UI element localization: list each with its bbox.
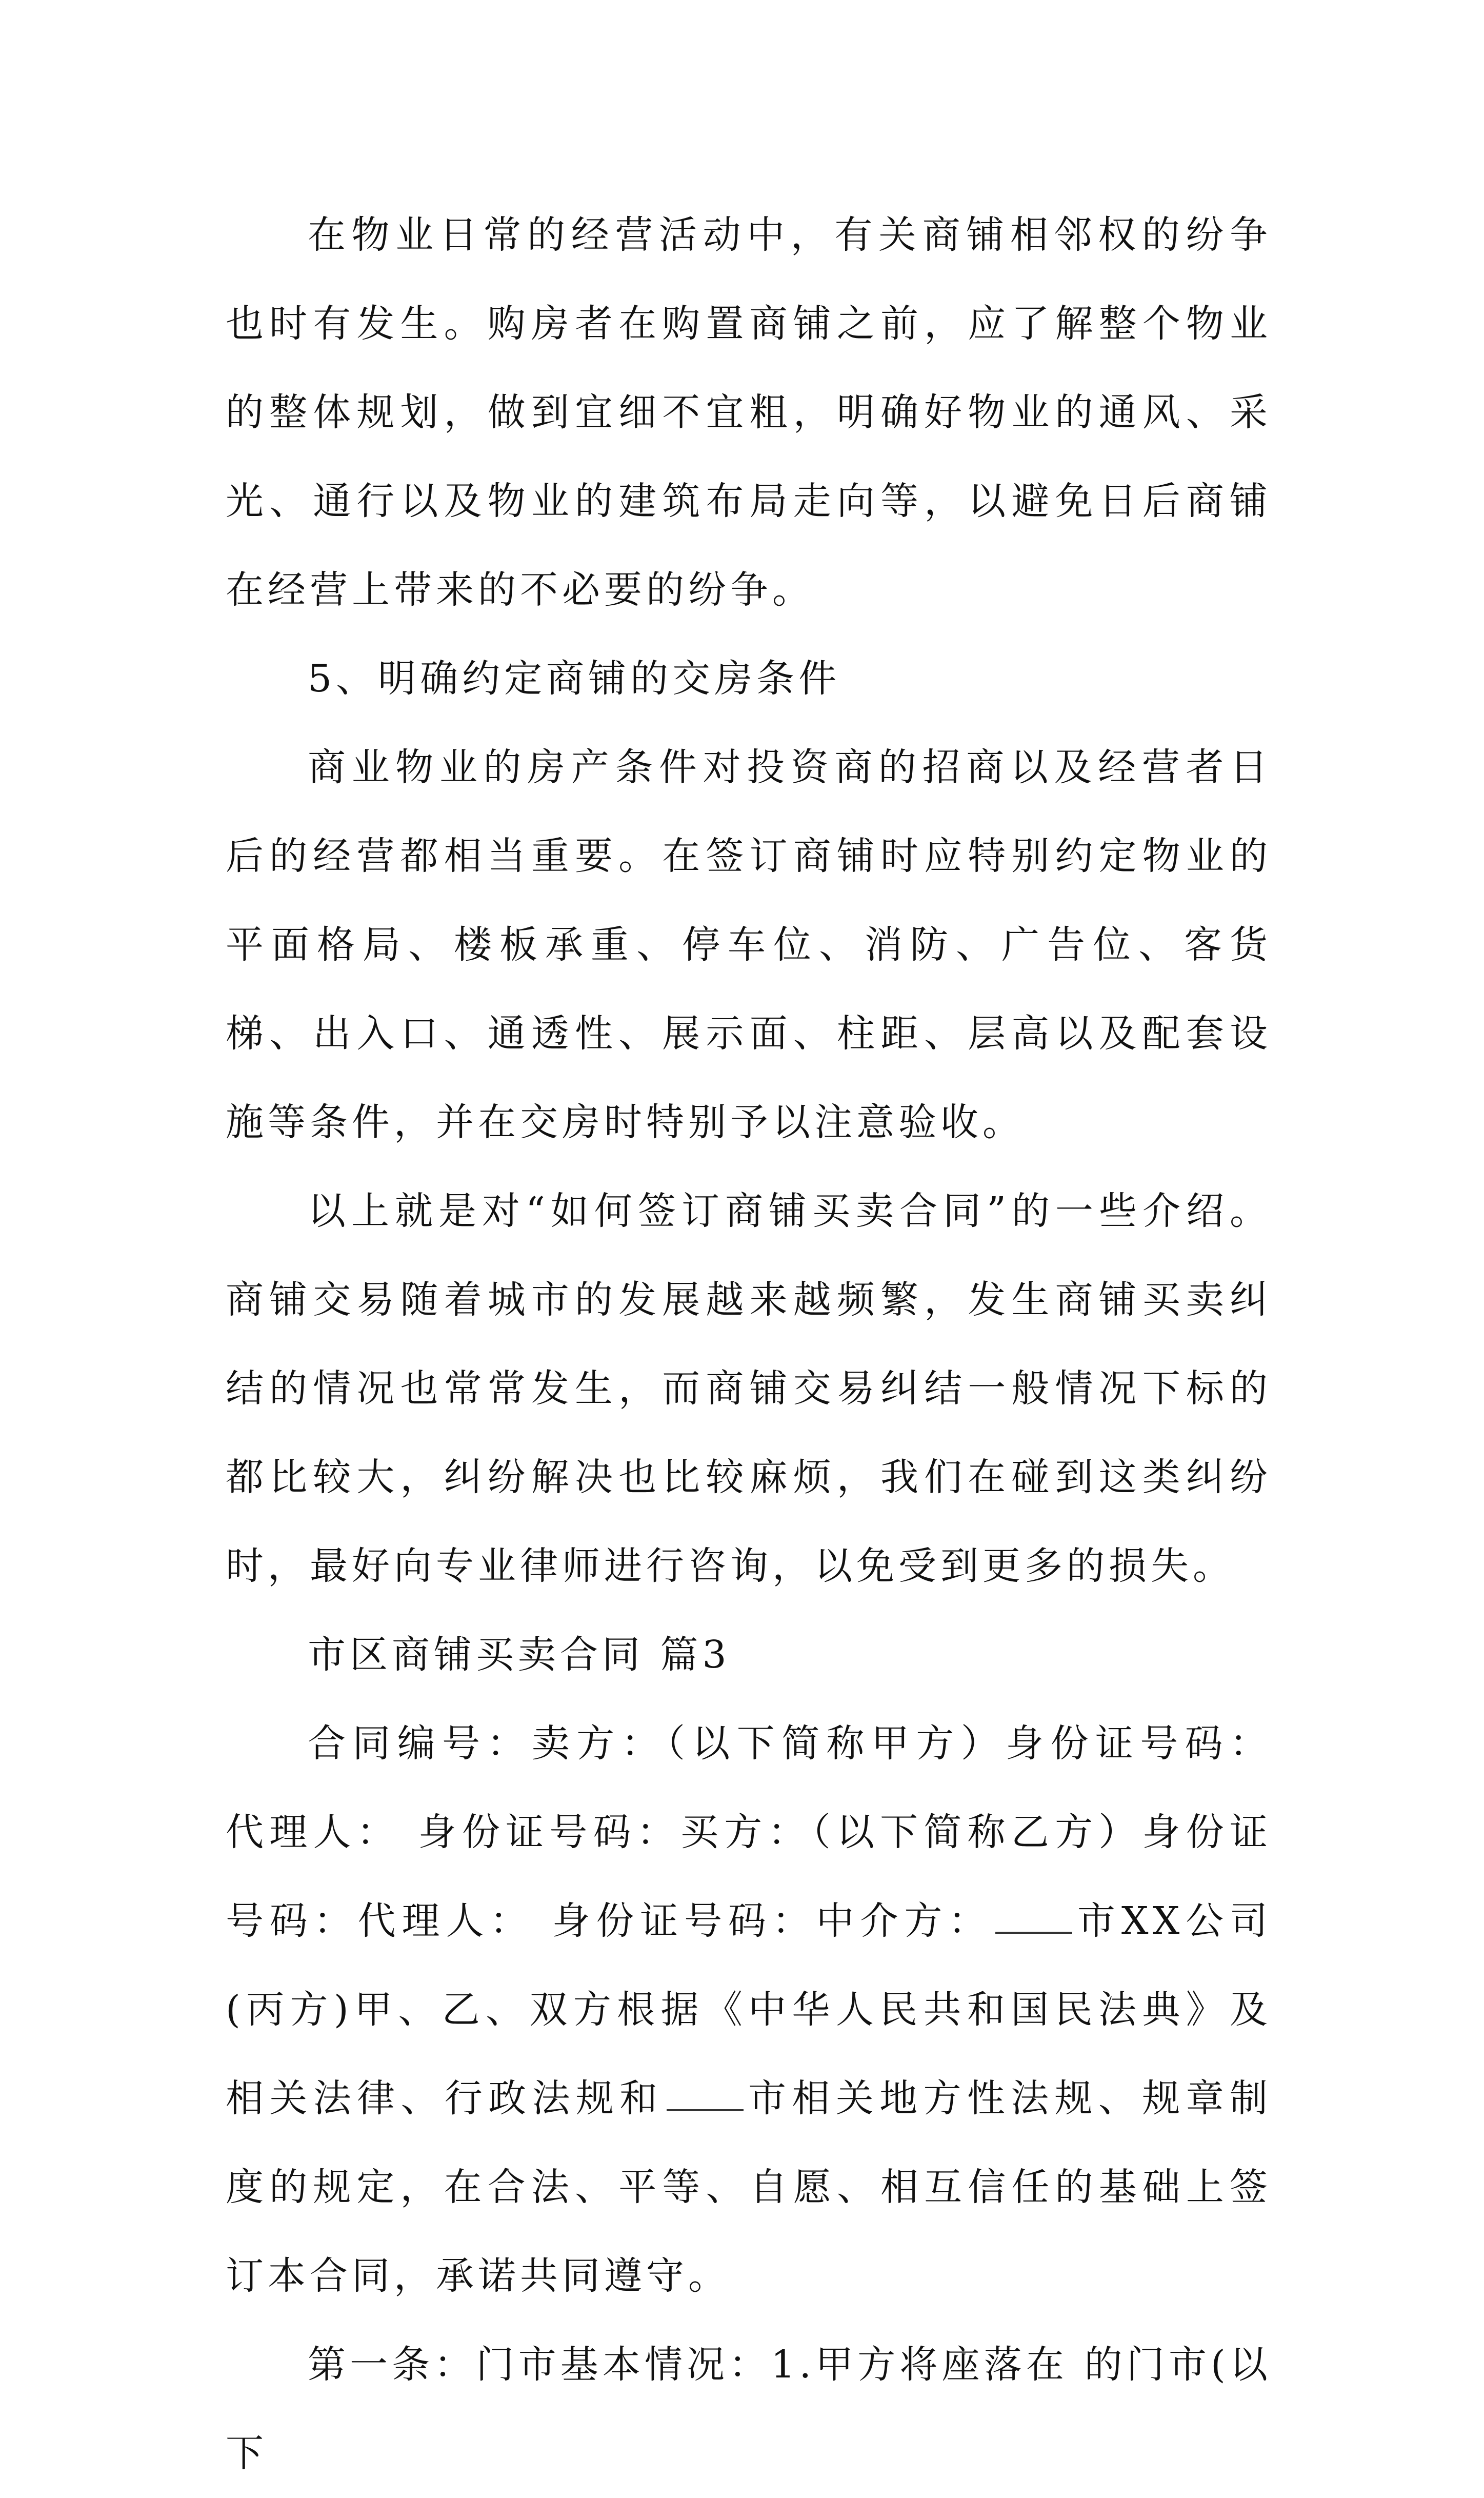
document-body <box>226 191 1272 2498</box>
paragraph-summary: 以上就是对“如何签订商铺买卖合同”的一些介绍。商铺交易随着城市的发展越来越频繁，发生商铺买卖纠结的情况也常常发生，而商铺交易纠结一般情况下标的都比较大，纠纷解决也比较麻烦，我们在碰到这类纠纷时，最好向专业律师进行咨询，以免受到更多的损失。 <box>226 1189 1272 1588</box>
contract-title: 市区商铺买卖合同 篇3 <box>308 1633 731 1677</box>
paragraph-contract-parties <box>226 1699 1272 2321</box>
fill-in-blank-city-1 <box>995 1902 1072 1934</box>
section-heading-delivery-conditions: 5、明确约定商铺的交房条件 <box>308 657 841 701</box>
parties-text-part-2: 市XX公司(丙方)甲、乙、双方根据《中华人民共和国民法典》及相关法律、行政法规和 <box>226 1899 1272 2120</box>
paragraph-delivery-conditions: 商业物业的房产条件对投资商的招商以及经营者日后的经营都相当重要。在签订商铺时应特别约定物业的平面格局、楼板承重、停车位、消防、广告位、客货梯、出入口、通透性、展示面、柱距、层高以及配套设施等条件，并在交房时特别予以注意验收。 <box>226 745 1272 1144</box>
paragraph-neighbor-dispute: 在物业日常的经营活动中，有关商铺相邻权的纷争也时有发生。购房者在购置商铺之前，应了解整个物业的整体规划，做到宜细不宜粗，明确好物业的通风、采光、通行以及物业的建筑布局走向等，以避免日后商铺在经营上带来的不必要的纷争。 <box>226 213 1272 612</box>
parties-text-part-1: 合同编号：卖方：（以下简称甲方）身份证号码： 代理人： 身份证号码：买方：（以下简称乙方）身份证号码：代理人： 身份证号码：中介方： <box>226 1721 1272 1943</box>
fill-in-blank-city-2 <box>667 2079 744 2111</box>
parties-text-part-3: 市相关地方性法规、规章制度的规定，在合法、平等、自愿、相互信任的基础上签订本合同，承诺共同遵守。 <box>226 2076 1272 2298</box>
paragraph-article-one: 第一条：门市基本情况：1.甲方将座落在 的门市(以下 <box>226 2343 1272 2475</box>
